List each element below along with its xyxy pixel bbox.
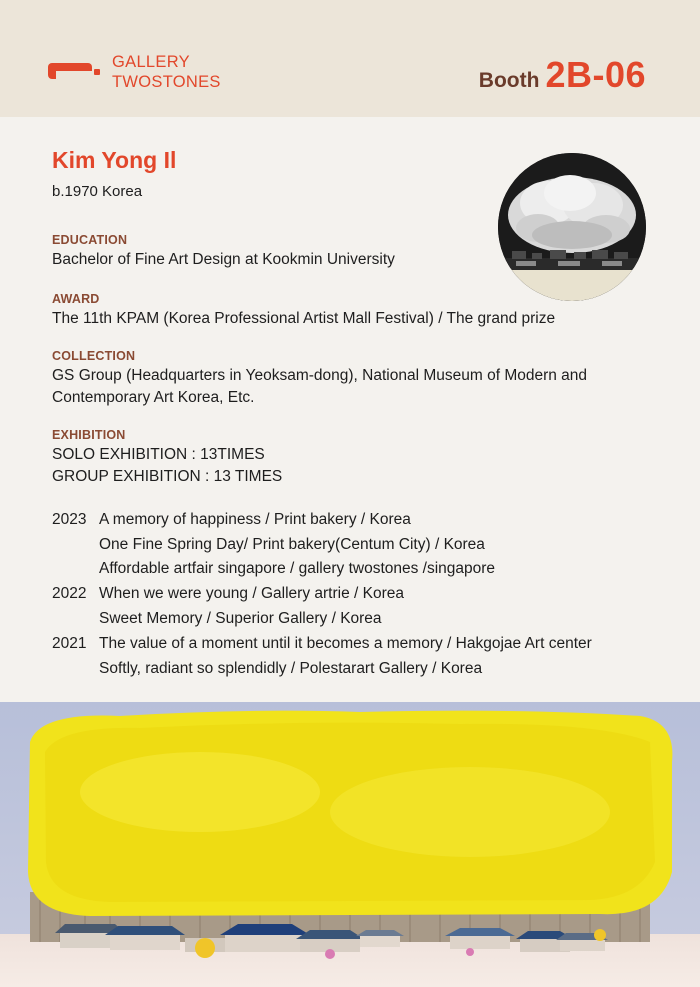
artwork-thumbnail-image [498,153,646,301]
solo-exhibition-count: SOLO EXHIBITION : 13TIMES [52,446,265,463]
featured-artwork-image [0,702,700,987]
gallery-logo-icon [48,61,100,81]
header-band [0,0,700,117]
collection-label: COLLECTION [52,349,136,363]
exhibition-entry: One Fine Spring Day/ Print bakery(Centum City) / Korea [99,536,485,553]
exhibition-year: 2021 [52,635,87,652]
exhibition-entry: Sweet Memory / Superior Gallery / Korea [99,610,382,627]
logo-line-1: GALLERY [112,53,190,71]
exhibition-year: 2023 [52,511,87,528]
award-text: The 11th KPAM (Korea Professional Artist Mall Festival) / The grand prize [52,310,556,327]
group-exhibition-count: GROUP EXHIBITION : 13 TIMES [52,468,283,485]
gallery-logo-text [112,52,221,92]
artwork-thumbnail [498,153,646,301]
collection-line-2: Contemporary Art Korea, Etc. [52,389,255,406]
artist-birth: b.1970 Korea [52,183,143,200]
award-label: AWARD [52,292,100,306]
education-label: EDUCATION [52,233,128,247]
booth-number: 2B-06 [545,54,646,95]
exhibition-entry: The value of a moment until it becomes a memory / Hakgojae Art center [99,635,592,652]
exhibition-entry: A memory of happiness / Print bakery / Korea [99,511,411,528]
education-text: Bachelor of Fine Art Design at Kookmin University [52,251,395,268]
exhibition-entry: Affordable artfair singapore / gallery twostones /singapore [99,560,496,577]
featured-artwork [0,702,700,987]
booth-info [479,54,646,96]
exhibition-label: EXHIBITION [52,428,126,442]
booth-label: Booth [478,69,540,92]
exhibition-entry: When we were young / Gallery artrie / Korea [99,585,404,602]
exhibition-year: 2022 [52,585,87,602]
exhibition-entry: Softly, radiant so splendidly / Polestarart Gallery / Korea [99,660,483,677]
logo-line-2: TWOSTONES [112,73,221,91]
collection-line-1: GS Group (Headquarters in Yeoksam-dong), National Museum of Modern and [52,367,588,384]
artist-name: Kim Yong Il [52,147,177,173]
